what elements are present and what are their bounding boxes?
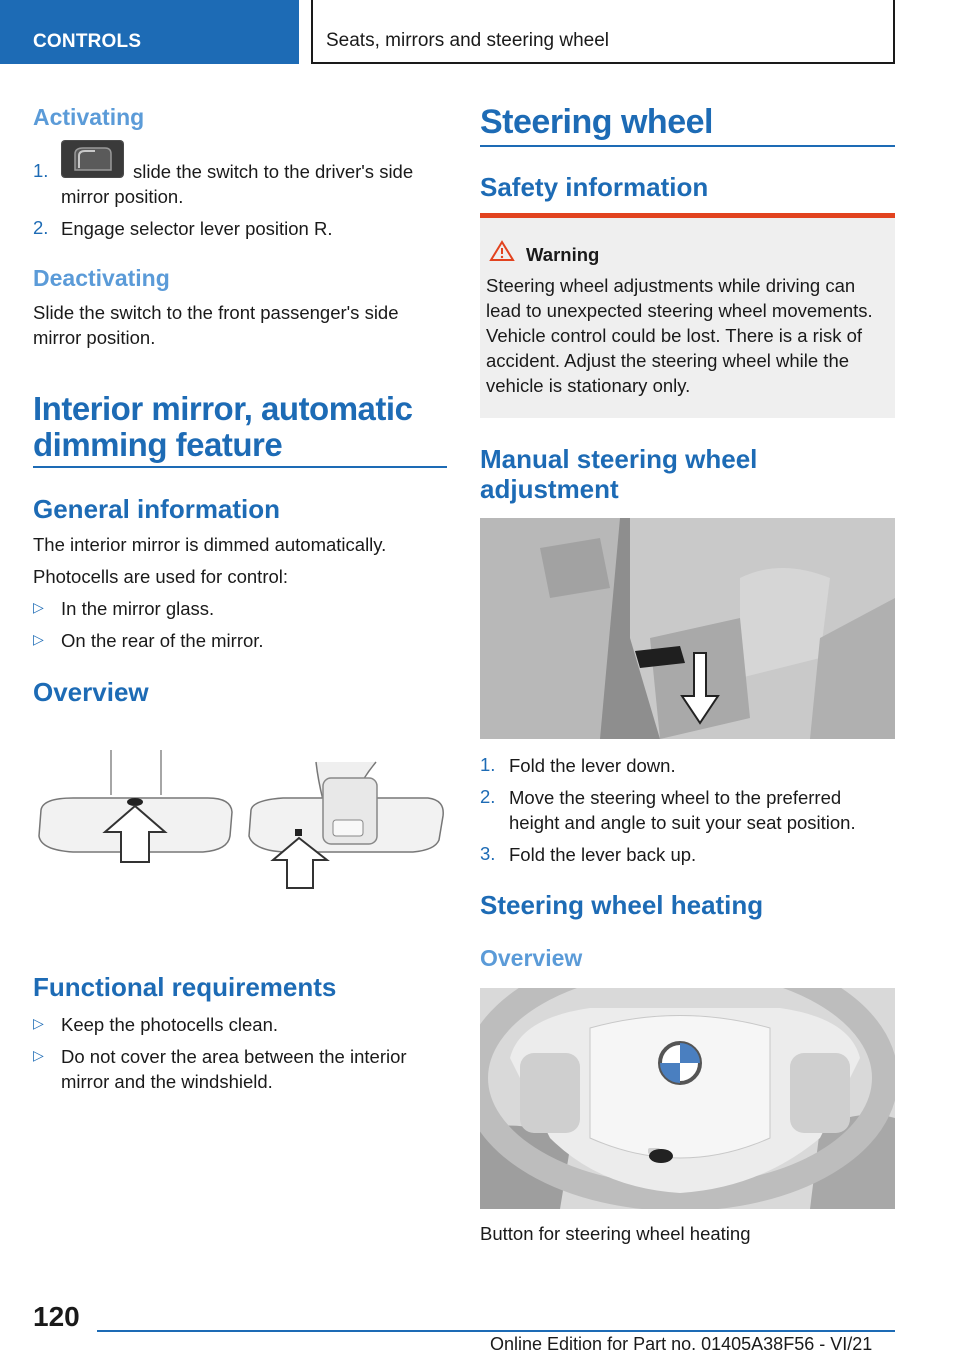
edition-text: Online Edition for Part no. 01405A38F56 - VI/21 <box>490 1334 873 1354</box>
section-tab <box>0 0 299 64</box>
steering-wheel-photo <box>480 988 895 1209</box>
bullet-triangle-icon: ▷ <box>33 1015 44 1031</box>
bullet-text: Keep the photocells clean. <box>61 1014 279 1035</box>
step-text: Engage selector lever position R. <box>61 218 333 239</box>
bullet-triangle-icon: ▷ <box>33 1047 44 1063</box>
bullet-text-cont: mirror and the windshield. <box>61 1071 273 1092</box>
body-text: Slide the switch to the front passenger's side <box>33 302 399 323</box>
warning-text: vehicle is stationary only. <box>486 375 691 396</box>
bullet-text: On the rear of the mirror. <box>61 630 264 651</box>
body-text: mirror position. <box>33 327 156 348</box>
body-text: Photocells are used for control: <box>33 566 289 587</box>
warning-text: Vehicle control could be lost. There is a risk of <box>486 325 863 346</box>
deactivating-heading: Deactivating <box>33 265 170 291</box>
section-rule <box>480 145 895 147</box>
heating-heading: Steering wheel heating <box>480 890 764 920</box>
bullet-text: In the mirror glass. <box>61 598 215 619</box>
manual-heading-cont: adjustment <box>480 474 619 504</box>
activating-heading: Activating <box>33 104 145 130</box>
chapter-header <box>311 0 895 64</box>
steering-column-photo <box>480 518 895 739</box>
step-text: Fold the lever back up. <box>509 844 697 865</box>
safety-heading: Safety information <box>480 172 709 202</box>
heating-overview-heading: Overview <box>480 945 583 971</box>
step-text: Fold the lever down. <box>509 755 676 776</box>
chapter-title: Seats, mirrors and steering wheel <box>326 30 610 51</box>
step-number: 1. <box>480 754 496 775</box>
functional-heading: Functional requirements <box>33 972 337 1002</box>
mirror-switch-icon <box>61 140 124 178</box>
warning-text: Steering wheel adjustments while driving can <box>486 275 856 296</box>
interior-mirror-illustration <box>33 740 447 900</box>
bullet-triangle-icon: ▷ <box>33 599 44 615</box>
general-heading: General information <box>33 494 281 524</box>
warning-text: lead to unexpected steering wheel movements. <box>486 300 873 321</box>
step-number: 2. <box>33 217 49 238</box>
step-number: 3. <box>480 843 496 864</box>
section-title: dimming feature <box>33 426 283 463</box>
footer-rule <box>97 1330 895 1332</box>
steering-title: Steering wheel <box>480 103 713 141</box>
manual-heading: Manual steering wheel <box>480 444 758 474</box>
section-label: CONTROLS <box>33 31 142 52</box>
bullet-triangle-icon: ▷ <box>33 631 44 647</box>
step-text-cont: mirror position. <box>61 186 184 207</box>
warning-title: Warning <box>526 244 600 265</box>
step-text: slide the switch to the driver's side <box>133 161 414 182</box>
warning-text: accident. Adjust the steering wheel while the <box>486 350 850 371</box>
page-number: 120 <box>33 1301 80 1332</box>
step-number: 1. <box>33 160 49 181</box>
photo-caption: Button for steering wheel heating <box>480 1223 751 1244</box>
bullet-text: Do not cover the area between the interior <box>61 1046 407 1067</box>
warning-triangle-icon <box>489 240 515 267</box>
step-text-cont: height and angle to suit your seat position. <box>509 812 856 833</box>
body-text: The interior mirror is dimmed automatically. <box>33 534 387 555</box>
section-title: Interior mirror, automatic <box>33 390 413 427</box>
overview-heading: Overview <box>33 677 149 707</box>
step-text: Move the steering wheel to the preferred <box>509 787 842 808</box>
section-rule <box>33 466 447 468</box>
step-number: 2. <box>480 786 496 807</box>
